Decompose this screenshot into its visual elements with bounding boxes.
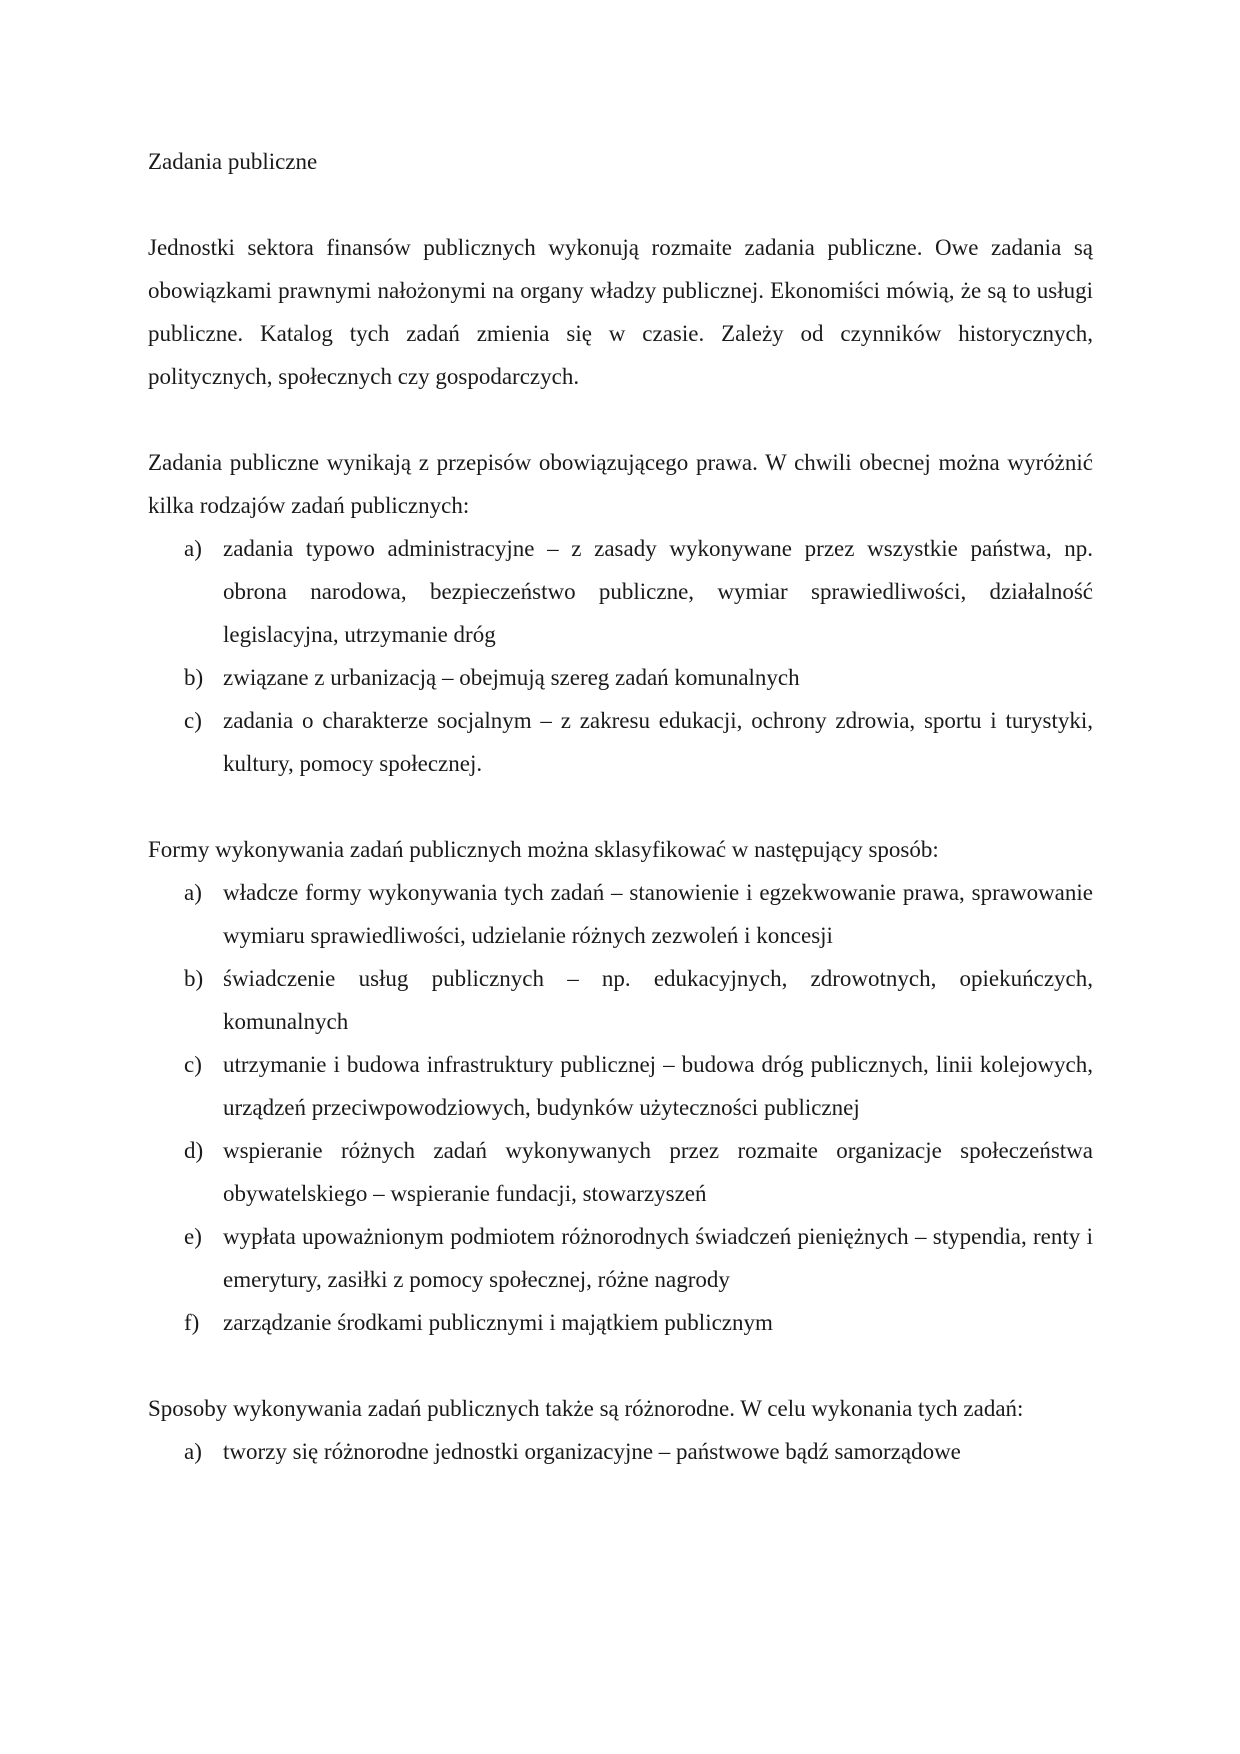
- list-marker: c): [184, 708, 202, 733]
- blank-line: [148, 785, 1093, 828]
- list-task-types: [148, 527, 1093, 785]
- paragraph-methods: Sposoby wykonywania zadań publicznych także są różnorodne. W celu wykonania tych zadań:: [148, 1396, 1024, 1421]
- list-item-text: zadania typowo administracyjne – z zasady wykonywane przez wszystkie państwa, np. obrona narodowa, bezpieczeństwo publiczne, wymiar sprawiedliwości, działalność legislacyjna, utrzymanie dróg: [223, 536, 1093, 647]
- list-item-text: wspieranie różnych zadań wykonywanych przez rozmaite organizacje społeczeństwa obywatelskiego – wspieranie fundacji, stowarzyszeń: [223, 1138, 1093, 1206]
- list-item-text: tworzy się różnorodne jednostki organizacyjne – państwowe bądź samorządowe: [223, 1439, 961, 1464]
- paragraph-intro: Jednostki sektora finansów publicznych wykonują rozmaite zadania publiczne. Owe zadania są obowiązkami prawnymi nałożonymi na organy władzy publicznej. Ekonomiści mówią, że są to usługi publiczne. Katalog tych zadań zmienia się w czasie. Zależy od czynników historycznych, politycznych, społecznych czy gospodarczych.: [148, 235, 1093, 389]
- list-item-text: zarządzanie środkami publicznymi i majątkiem publicznym: [223, 1310, 773, 1335]
- paragraph-types: Zadania publiczne wynikają z przepisów obowiązującego prawa. W chwili obecnej można wyróżnić kilka rodzajów zadań publicznych:: [148, 450, 1093, 518]
- list-item: [148, 527, 1093, 656]
- blank-line: [148, 1344, 1093, 1387]
- list-item-text: zadania o charakterze socjalnym – z zakresu edukacji, ochrony zdrowia, sportu i turystyki, kultury, pomocy społecznej.: [223, 708, 1093, 776]
- list-item: [148, 1301, 1093, 1344]
- paragraph-forms: Formy wykonywania zadań publicznych można sklasyfikować w następujący sposób:: [148, 837, 939, 862]
- document-body: [148, 140, 1093, 1473]
- list-methods: [148, 1430, 1093, 1473]
- list-marker: a): [184, 880, 202, 905]
- list-item-text: utrzymanie i budowa infrastruktury publicznej – budowa dróg publicznych, linii kolejowych, urządzeń przeciwpowodziowych, budynków użyteczności publicznej: [223, 1052, 1093, 1120]
- document-title: Zadania publiczne: [148, 149, 318, 174]
- list-marker: d): [184, 1138, 204, 1163]
- list-marker: b): [184, 665, 204, 690]
- blank-line: [148, 183, 1093, 226]
- list-item-text: związane z urbanizacją – obejmują szereg zadań komunalnych: [223, 665, 800, 690]
- list-item: [148, 1215, 1093, 1301]
- list-item: [148, 871, 1093, 957]
- list-item-text: świadczenie usług publicznych – np. edukacyjnych, zdrowotnych, opiekuńczych, komunalnych: [223, 966, 1093, 1034]
- blank-line: [148, 398, 1093, 441]
- list-item: [148, 1430, 1093, 1473]
- list-item-text: wypłata upoważnionym podmiotem różnorodnych świadczeń pieniężnych – stypendia, renty i emerytury, zasiłki z pomocy społecznej, różne nagrody: [223, 1224, 1093, 1292]
- list-marker: a): [184, 1439, 202, 1464]
- list-marker: f): [184, 1310, 200, 1335]
- list-item: [148, 957, 1093, 1043]
- list-marker: c): [184, 1052, 202, 1077]
- list-item: [148, 1043, 1093, 1129]
- list-item: [148, 1129, 1093, 1215]
- list-item: [148, 699, 1093, 785]
- list-marker: b): [184, 966, 204, 991]
- list-marker: a): [184, 536, 202, 561]
- list-forms: [148, 871, 1093, 1344]
- list-item: [148, 656, 1093, 699]
- list-marker: e): [184, 1224, 202, 1249]
- list-item-text: władcze formy wykonywania tych zadań – stanowienie i egzekwowanie prawa, sprawowanie wymiaru sprawiedliwości, udzielanie różnych zezwoleń i koncesji: [223, 880, 1093, 948]
